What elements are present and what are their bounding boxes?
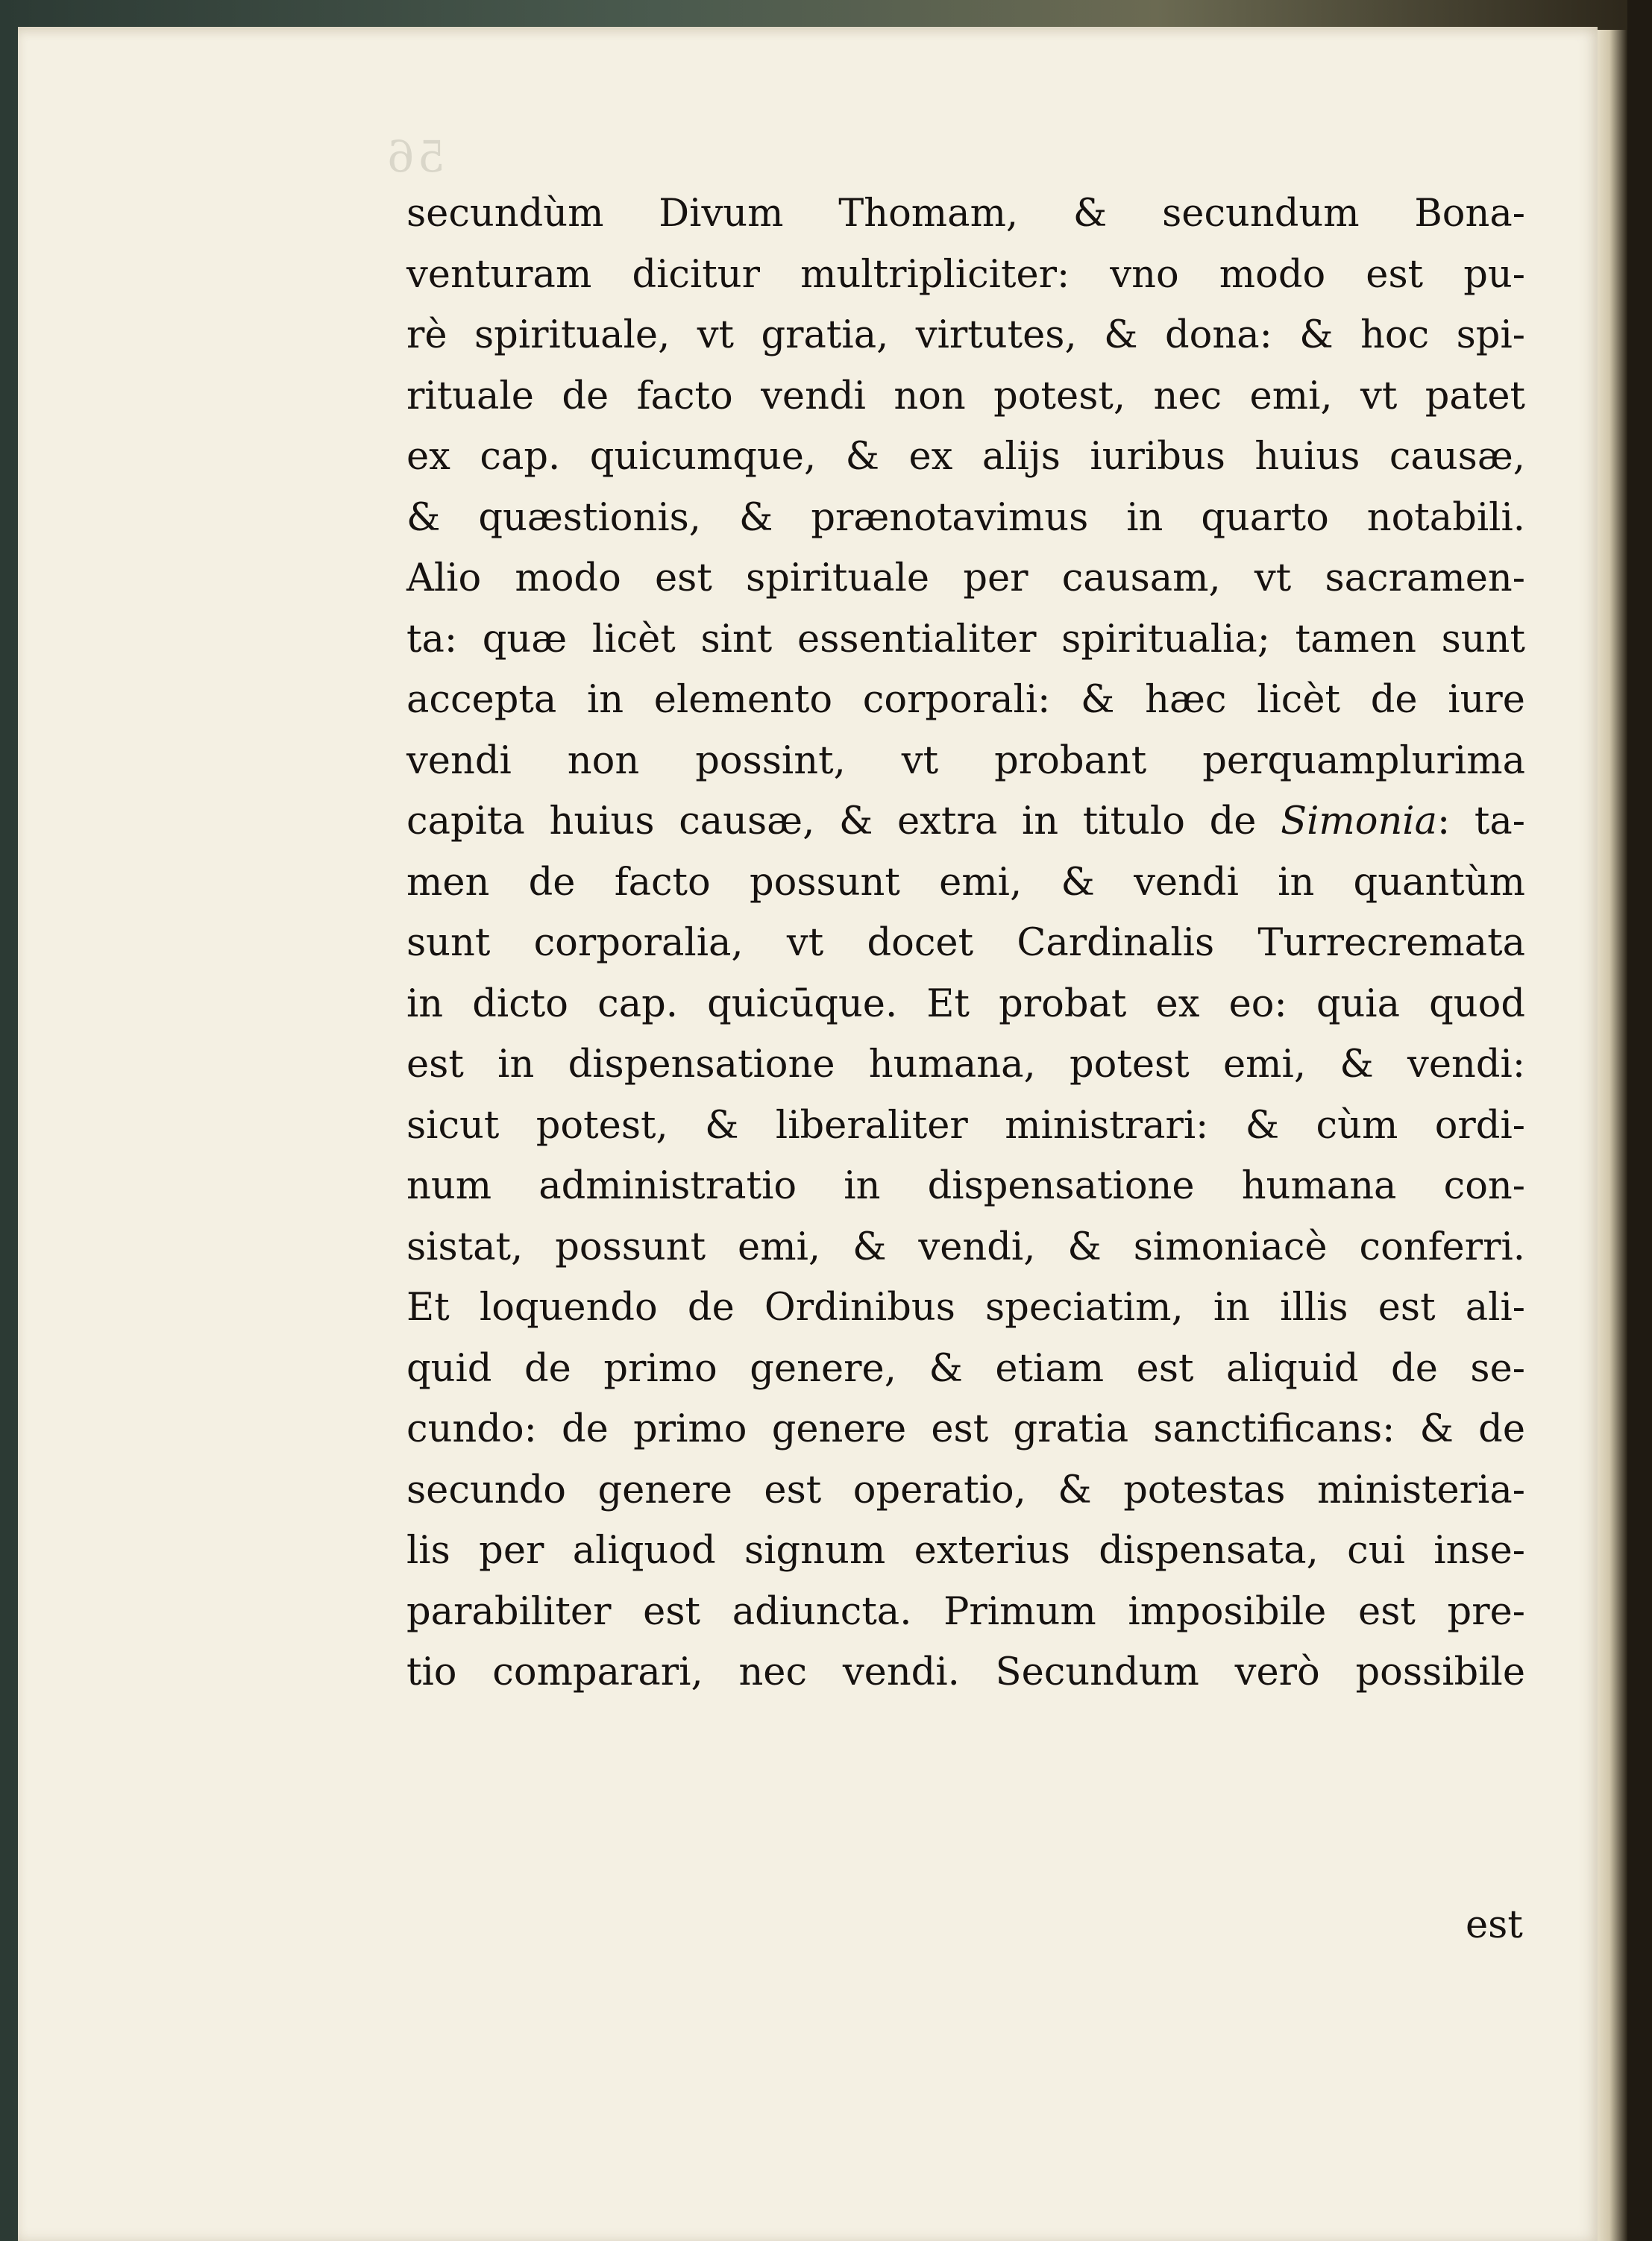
text-line: & quæstionis, & prænotavimus in quarto notabili. — [406, 495, 1525, 540]
text-line: tio comparari, nec vendi. Secundum verò possibile — [406, 1650, 1525, 1694]
text-line: capita huius causæ, & extra in titulo de Simonia: ta- — [406, 799, 1526, 843]
text-line: venturam dicitur multripliciter: vno modo est pu- — [406, 252, 1525, 297]
text-line: Alio modo est spirituale per causam, vt sacramen- — [406, 556, 1525, 600]
page-edge — [1598, 30, 1627, 2241]
italic-word: Simonia — [1281, 799, 1438, 843]
text-line: ta: quæ licèt sint essentialiter spiritualia; tamen sunt — [406, 617, 1525, 661]
text-line: vendi non possint, vt probant perquamplurima — [406, 738, 1525, 783]
text-line: quid de primo genere, & etiam est aliquid de se- — [406, 1346, 1525, 1391]
text-line: accepta in elemento corporali: & hæc licèt de iure — [406, 678, 1525, 722]
body-text — [406, 183, 1525, 1703]
text-line: est in dispensatione humana, potest emi, & vendi: — [406, 1043, 1525, 1087]
text-line: cundo: de primo genere est gratia sanctificans: & de — [406, 1407, 1525, 1451]
text-line: rituale de facto vendi non potest, nec emi, vt patet — [406, 374, 1525, 418]
text-line: secundùm Divum Thomam, & secundum Bona- — [406, 192, 1525, 236]
text-line: ex cap. quicumque, & ex alijs iuribus huius causæ, — [406, 435, 1525, 479]
text-line: secundo genere est operatio, & potestas ministeria- — [406, 1468, 1525, 1512]
text-line: Et loquendo de Ordinibus speciatim, in illis est ali- — [406, 1286, 1525, 1330]
text-line: men de facto possunt emi, & vendi in quantùm — [406, 860, 1525, 905]
bleed-through-page-number: 56 — [384, 131, 445, 182]
text-line: in dicto cap. quicūque. Et probat ex eo: quia quod — [406, 981, 1525, 1026]
text-line: lis per aliquod signum exterius dispensata, cui inse- — [406, 1529, 1525, 1573]
book-spine — [1627, 0, 1652, 2241]
text-line: rè spirituale, vt gratia, virtutes, & dona: & hoc spi- — [406, 313, 1525, 357]
catchword: est — [1466, 1903, 1523, 1947]
text-line: num administratio in dispensatione humana con- — [406, 1164, 1525, 1208]
text-line: parabiliter est adiuncta. Primum imposibile est pre- — [406, 1589, 1525, 1634]
text-line: sicut potest, & liberaliter ministrari: & cùm ordi- — [406, 1103, 1525, 1148]
text-line: sistat, possunt emi, & vendi, & simoniacè conferri. — [406, 1225, 1525, 1269]
text-line: sunt corporalia, vt docet Cardinalis Turrecremata — [406, 921, 1525, 965]
